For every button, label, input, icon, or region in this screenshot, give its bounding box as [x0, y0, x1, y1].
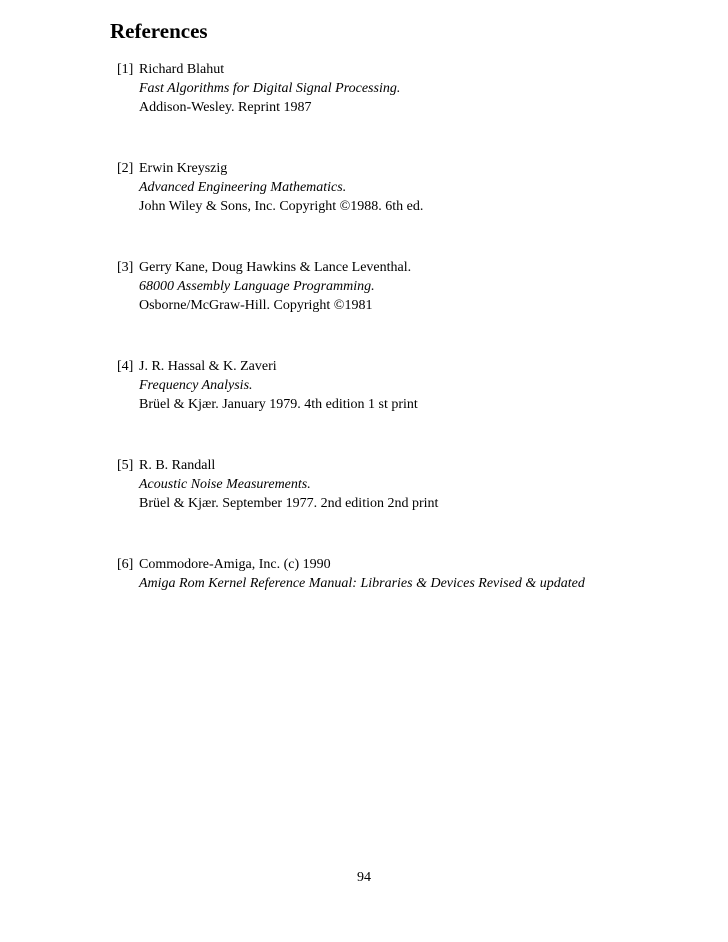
- reference-item-2: [117, 159, 697, 216]
- reference-item-5: [117, 456, 697, 513]
- reference-author: J. R. Hassal & K. Zaveri: [139, 359, 277, 374]
- reference-author: R. B. Randall: [139, 458, 216, 473]
- reference-title: Advanced Engineering Mathematics.: [139, 180, 347, 195]
- reference-author: Commodore-Amiga, Inc. (c) 1990: [139, 557, 331, 572]
- reference-publisher: Osborne/McGraw-Hill. Copyright ©1981: [139, 298, 373, 313]
- reference-number: [3]: [117, 260, 134, 275]
- reference-item-4: [117, 357, 697, 414]
- reference-author: Erwin Kreyszig: [139, 161, 228, 176]
- reference-title: Acoustic Noise Measurements.: [139, 477, 311, 492]
- page-number: 94: [357, 870, 371, 885]
- reference-title: 68000 Assembly Language Programming.: [139, 279, 375, 294]
- reference-list: [117, 60, 697, 635]
- reference-number: [6]: [117, 557, 134, 572]
- reference-title: Fast Algorithms for Digital Signal Processing.: [139, 81, 401, 96]
- reference-publisher: Brüel & Kjær. January 1979. 4th edition 1 st print: [139, 397, 418, 412]
- reference-author: Gerry Kane, Doug Hawkins & Lance Leventhal.: [139, 260, 412, 275]
- page-title: References: [110, 19, 208, 43]
- reference-author: Richard Blahut: [139, 62, 225, 77]
- reference-item-6: [117, 555, 697, 593]
- reference-item-1: [117, 60, 697, 117]
- reference-number: [2]: [117, 161, 134, 176]
- reference-publisher: John Wiley & Sons, Inc. Copyright ©1988. 6th ed.: [139, 199, 424, 214]
- reference-title: Amiga Rom Kernel Reference Manual: Libraries & Devices Revised & updated: [139, 576, 585, 591]
- reference-item-3: [117, 258, 697, 315]
- reference-number: [4]: [117, 359, 134, 374]
- reference-publisher: Brüel & Kjær. September 1977. 2nd edition 2nd print: [139, 496, 439, 511]
- reference-number: [5]: [117, 458, 134, 473]
- reference-title: Frequency Analysis.: [139, 378, 253, 393]
- reference-publisher: Addison-Wesley. Reprint 1987: [139, 100, 312, 115]
- reference-number: [1]: [117, 62, 134, 77]
